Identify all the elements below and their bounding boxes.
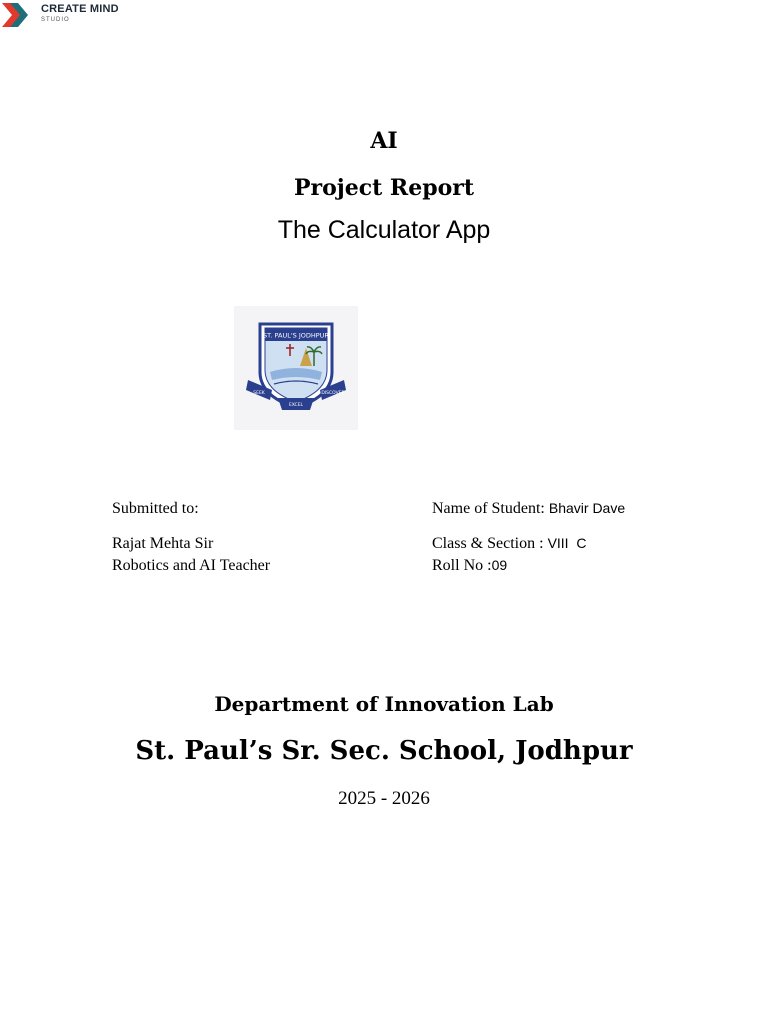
student-name-value: Bhavir Dave bbox=[548, 500, 626, 516]
roll-no-value: 09 bbox=[491, 557, 508, 573]
brand-tagline: STUDIO bbox=[41, 17, 70, 23]
svg-text:DISCOVER: DISCOVER bbox=[321, 391, 345, 396]
school-crest-logo bbox=[234, 306, 358, 430]
subject-title: AI bbox=[370, 128, 398, 154]
class-section-row bbox=[432, 535, 586, 553]
academic-session: 2025 - 2026 bbox=[338, 788, 430, 809]
department-name: Department of Innovation Lab bbox=[214, 692, 554, 716]
roll-no-row bbox=[432, 557, 507, 575]
report-type-title: Project Report bbox=[293, 175, 475, 201]
roll-no-label: Roll No : bbox=[432, 557, 492, 574]
svg-text:SEEK: SEEK bbox=[253, 391, 265, 396]
svg-text:EXCEL: EXCEL bbox=[288, 403, 304, 408]
class-section-value: VIII C bbox=[547, 535, 587, 551]
teacher-designation: Robotics and AI Teacher bbox=[112, 557, 271, 574]
school-name: St. Paul’s Sr. Sec. School, Jodhpur bbox=[135, 736, 633, 766]
student-name-row bbox=[432, 500, 625, 518]
create-mind-icon bbox=[0, 0, 32, 30]
svg-text:ST. PAUL'S JODHPUR: ST. PAUL'S JODHPUR bbox=[263, 331, 329, 340]
student-name-label: Name of Student: bbox=[432, 500, 545, 517]
teacher-name: Rajat Mehta Sir bbox=[112, 535, 214, 552]
submitted-to-label: Submitted to: bbox=[112, 500, 199, 517]
create-mind-logo bbox=[0, 0, 130, 30]
class-section-label: Class & Section : bbox=[432, 535, 544, 552]
project-title: The Calculator App bbox=[277, 216, 491, 244]
brand-name: CREATE MIND bbox=[41, 3, 119, 15]
